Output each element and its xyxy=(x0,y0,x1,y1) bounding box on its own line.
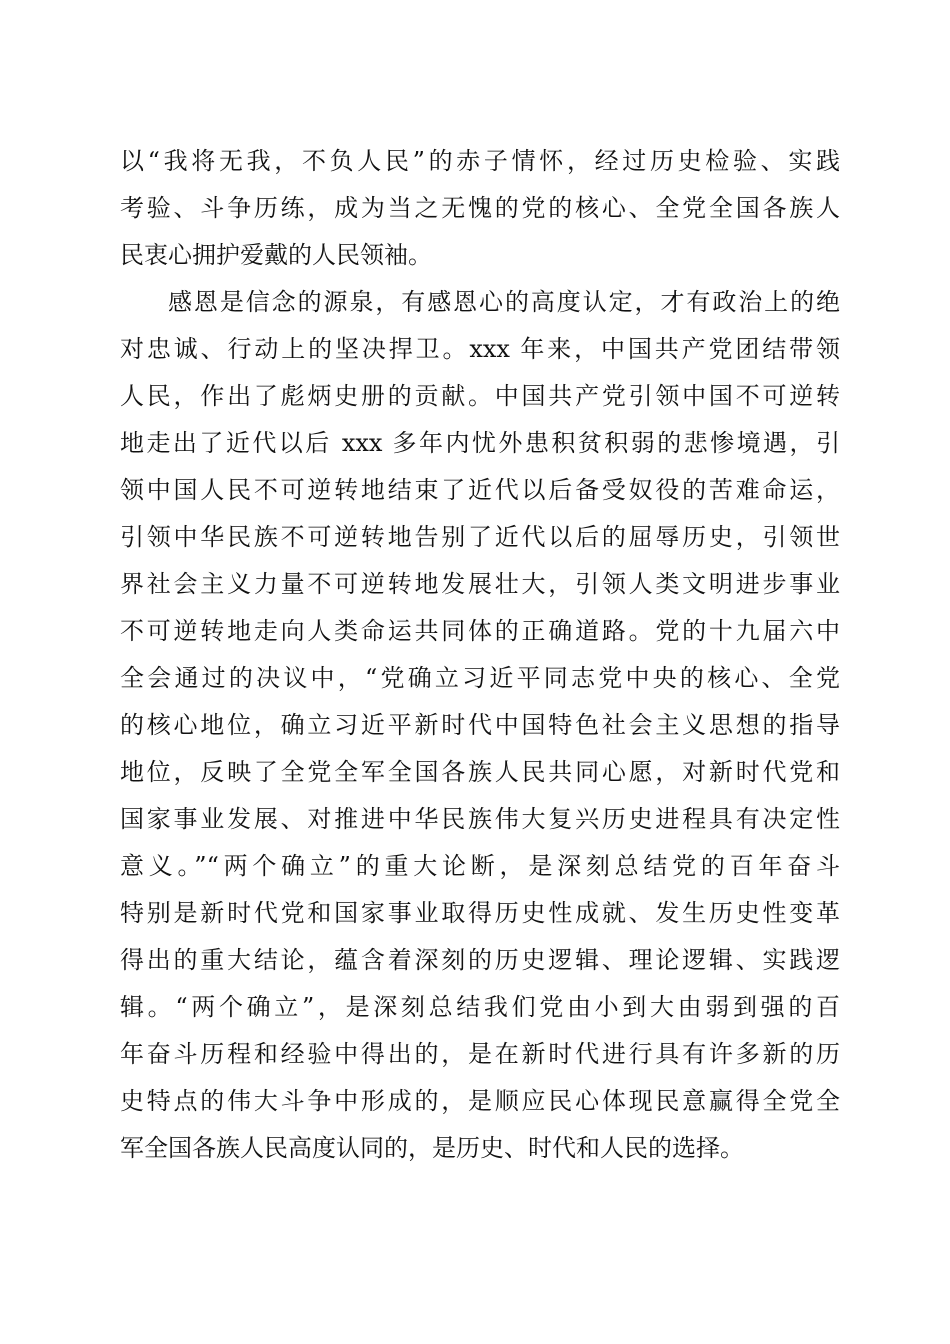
text-line: 感恩是信念的源泉，有感恩心的高度认定，才有政治上的绝 xyxy=(168,288,840,316)
text-line: 不可逆转地走向人类命运共同体的正确道路。党的十九届六中 xyxy=(120,617,840,645)
paragraph-2 xyxy=(120,279,840,1172)
text-line: 地走出了近代以后 xxx 多年内忧外患积贫积弱的悲惨境遇，引 xyxy=(120,429,840,457)
text-line: 得出的重大结论，蕴含着深刻的历史逻辑、理论逻辑、实践逻 xyxy=(120,946,840,974)
text-line: 意义。”“两个确立”的重大论断，是深刻总结党的百年奋斗 xyxy=(120,852,840,880)
text-line: 引领中华民族不可逆转地告别了近代以后的屈辱历史，引领世 xyxy=(120,523,840,551)
text-line: 界社会主义力量不可逆转地发展壮大，引领人类文明进步事业 xyxy=(120,570,840,598)
text-line: 以“我将无我，不负人民”的赤子情怀，经过历史检验、实践 xyxy=(120,147,840,175)
text-line: 对忠诚、行动上的坚决捍卫。xxx 年来，中国共产党团结带领 xyxy=(120,335,840,363)
text-line: 全会通过的决议中，“党确立习近平同志党中央的核心、全党 xyxy=(120,664,840,692)
text-line: 辑。“两个确立”，是深刻总结我们党由小到大由弱到强的百 xyxy=(120,993,840,1021)
text-line: 军全国各族人民高度认同的，是历史、时代和人民的选择。 xyxy=(120,1134,744,1162)
text-line: 人民，作出了彪炳史册的贡献。中国共产党引领中国不可逆转 xyxy=(120,382,840,410)
text-line: 年奋斗历程和经验中得出的，是在新时代进行具有许多新的历 xyxy=(120,1040,840,1068)
document-body xyxy=(120,138,840,1172)
text-line: 领中国人民不可逆转地结束了近代以后备受奴役的苦难命运， xyxy=(120,476,840,504)
paragraph-1 xyxy=(120,138,840,279)
text-line: 民衷心拥护爱戴的人民领袖。 xyxy=(120,241,432,269)
text-line: 地位，反映了全党全军全国各族人民共同心愿，对新时代党和 xyxy=(120,758,840,786)
text-line: 国家事业发展、对推进中华民族伟大复兴历史进程具有决定性 xyxy=(120,805,840,833)
text-line: 史特点的伟大斗争中形成的，是顺应民心体现民意赢得全党全 xyxy=(120,1087,840,1115)
text-line: 的核心地位，确立习近平新时代中国特色社会主义思想的指导 xyxy=(120,711,840,739)
text-line: 考验、斗争历练，成为当之无愧的党的核心、全党全国各族人 xyxy=(120,194,840,222)
text-line: 特别是新时代党和国家事业取得历史性成就、发生历史性变革 xyxy=(120,899,840,927)
